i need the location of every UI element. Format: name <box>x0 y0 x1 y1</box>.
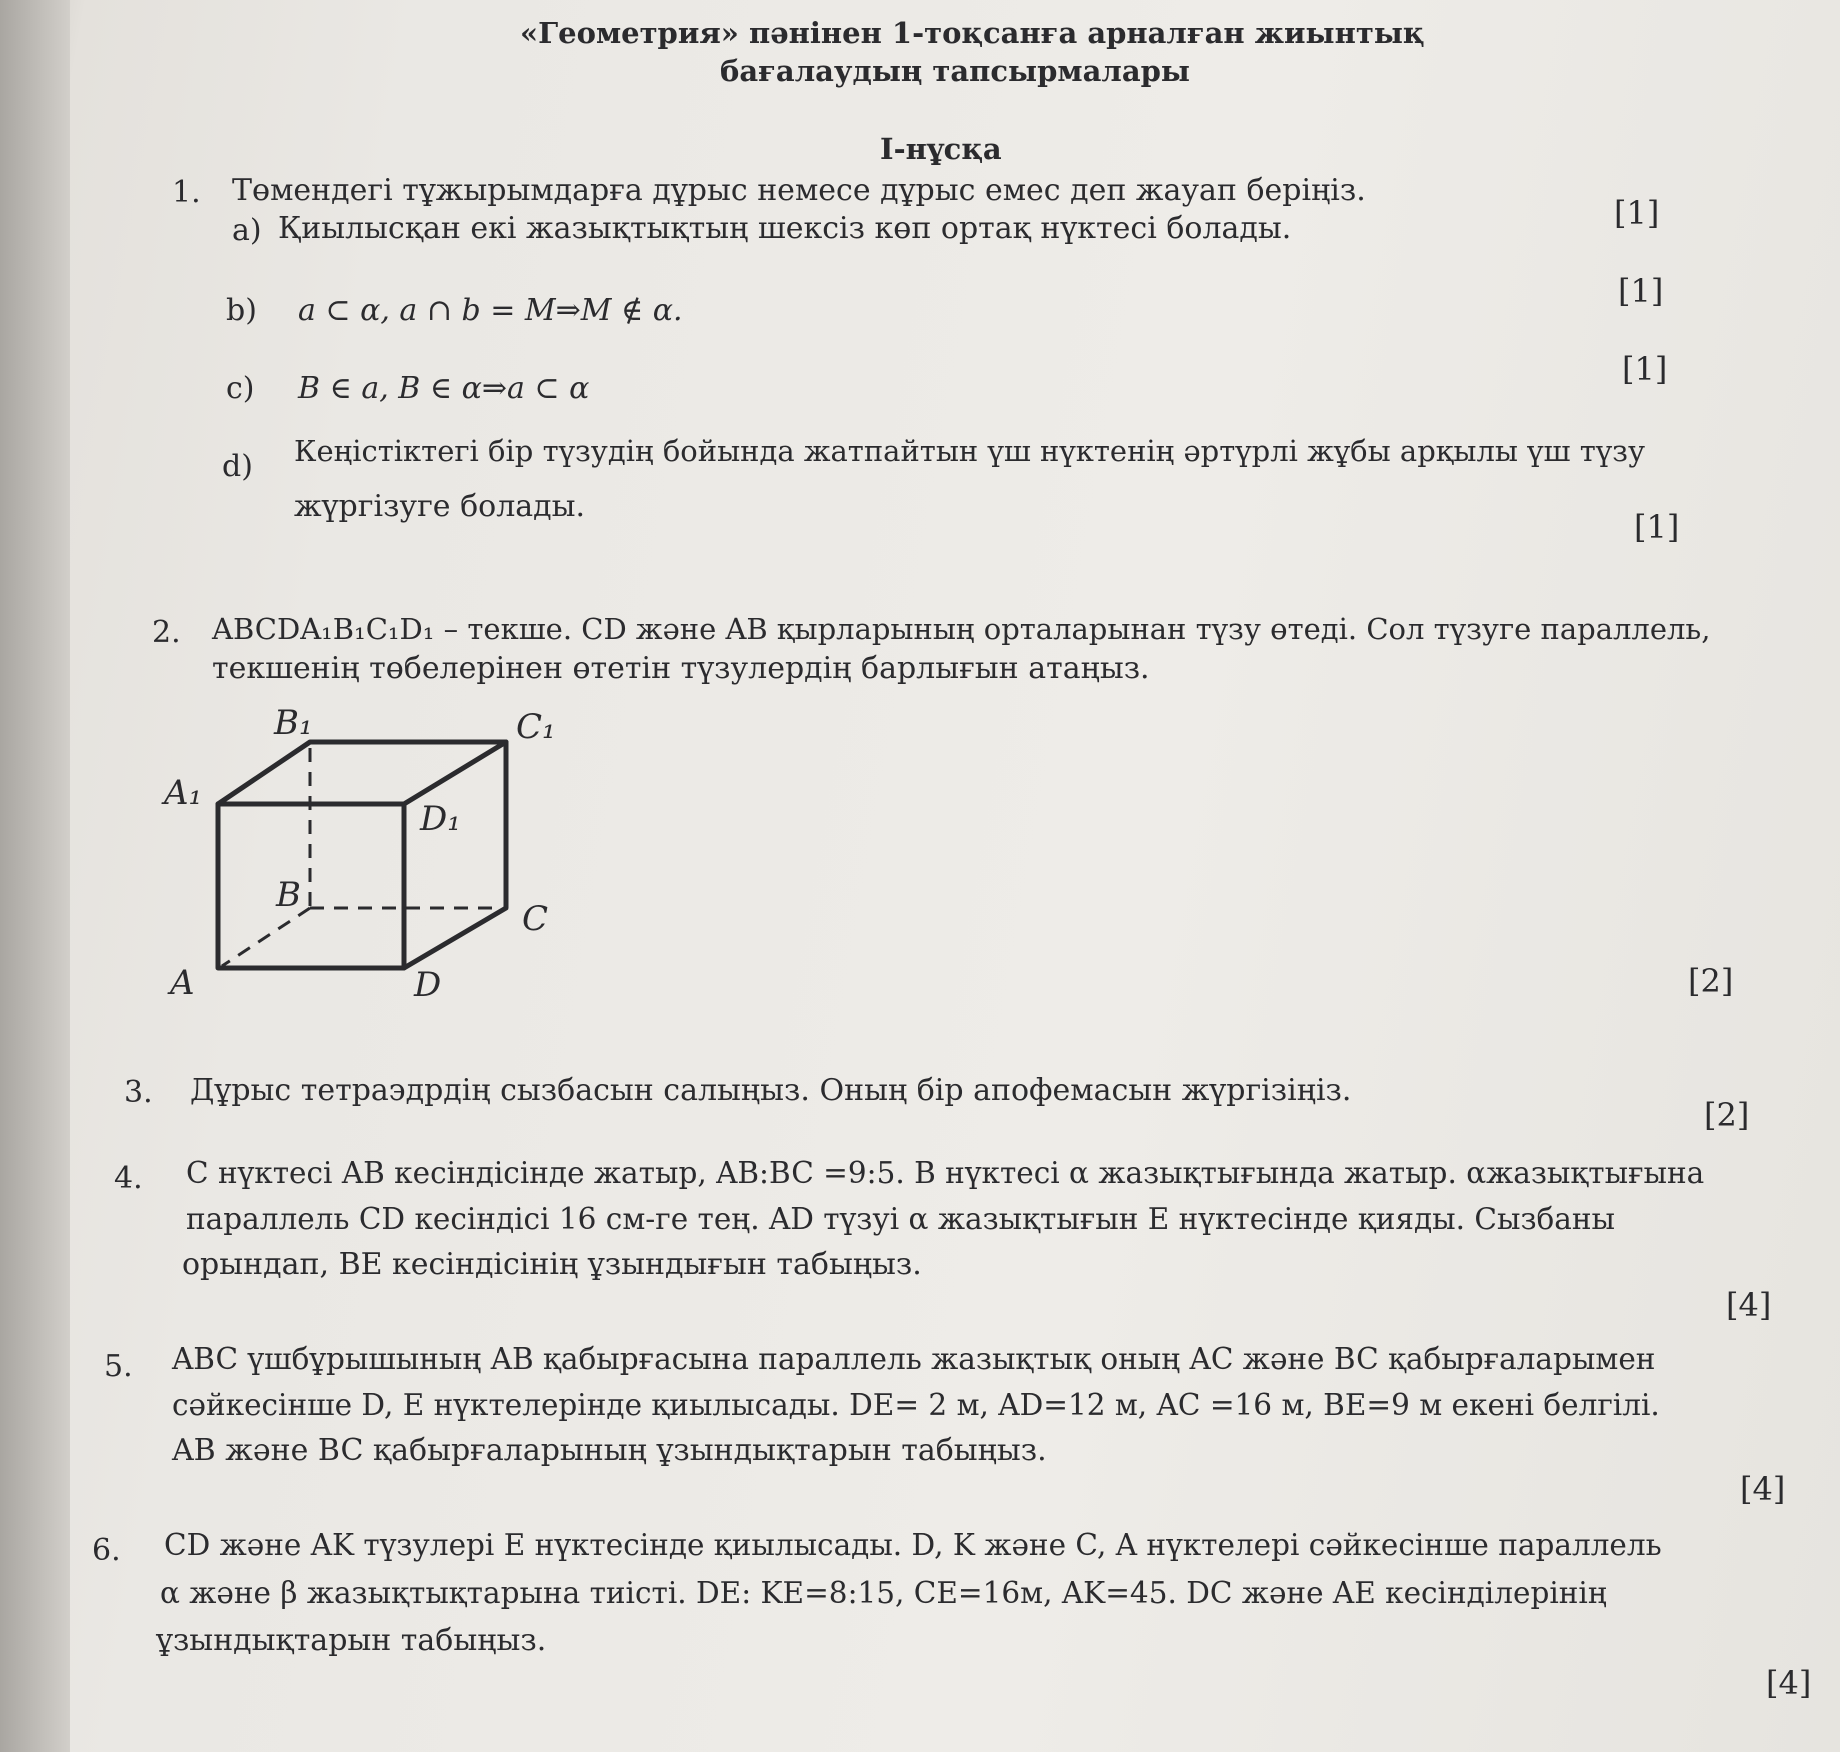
q4-line-2: параллель CD кесіндісі 16 см-ге тең. AD түзуі α жазықтығын E нүктесінде қияды. Сызбаны <box>186 1202 1616 1236</box>
q4-mark: [4] <box>1726 1286 1772 1324</box>
q3-text: Дұрыс тетраэдрдің сызбасын салыңыз. Оның бір апофемасын жүргізіңіз. <box>190 1073 1352 1108</box>
q1-a-label: a) <box>232 213 262 248</box>
q2-number: 2. <box>152 615 181 650</box>
q5-mark: [4] <box>1740 1470 1786 1508</box>
q1-d-text-1: Кеңістіктегі бір түзудің бойында жатпайтын үш нүктенің әртүрлі жұбы арқылы үш түзу <box>294 434 1646 468</box>
vertex-label-a: A <box>170 963 195 1003</box>
q1-d-text-2: жүргізуге болады. <box>294 489 586 524</box>
q1-c-formula: B ∈ a, B ∈ α⇒a ⊂ α <box>298 371 590 406</box>
q6-line-3: ұзындықтарын табыңыз. <box>156 1623 547 1658</box>
q1-b-mark: [1] <box>1618 272 1664 310</box>
q5-line-1: ABC үшбұрышының AB қабырғасына параллель жазықтық оның AC және BC қабырғаларымен <box>172 1342 1656 1376</box>
q6-number: 6. <box>92 1533 121 1568</box>
q4-number: 4. <box>114 1161 143 1196</box>
cube-top-edges <box>218 742 506 804</box>
q2-mark: [2] <box>1688 962 1734 1000</box>
q1-text: Төмендегі тұжырымдарға дұрыс немесе дұрыс емес деп жауап беріңіз. <box>232 173 1366 208</box>
q4-line-3: орындап, BE кесіндісінің ұзындығын табыңыз. <box>182 1247 922 1282</box>
q4-line-1: C нүктесі AB кесіндісінде жатыр, AB:BC =9:5. B нүктесі α жазықтығында жатыр. αжазықтығына <box>186 1156 1705 1190</box>
cube-hidden-edge-diagonal <box>222 908 310 966</box>
q3-mark: [2] <box>1704 1096 1750 1134</box>
q5-line-2: сәйкесінше D, E нүктелерінде қиылысады. DE= 2 м, AD=12 м, AC =16 м, BE=9 м екені белгілі. <box>172 1388 1660 1422</box>
vertex-label-b: B <box>276 875 301 915</box>
q6-line-1: CD және AK түзулері E нүктесінде қиылысады. D, K және C, A нүктелері сәйкесінше параллель <box>164 1528 1662 1562</box>
q2-line-2: текшенің төбелерінен өтетін түзулердің барлығын атаңыз. <box>212 651 1150 686</box>
q1-b-label: b) <box>226 293 257 328</box>
q3-number: 3. <box>124 1075 153 1110</box>
q1-a-mark: [1] <box>1614 194 1660 232</box>
q1-d-label: d) <box>222 449 253 484</box>
q1-b-formula: a ⊂ α, a ∩ b = M⇒M ∉ α. <box>298 293 683 328</box>
q6-mark: [4] <box>1766 1664 1812 1702</box>
q1-c-label: c) <box>226 371 255 406</box>
q5-number: 5. <box>104 1349 133 1384</box>
q2-line-1: ABCDA₁B₁C₁D₁ – текше. CD және AB қырларының орталарынан түзу өтеді. Сол түзуге параллель, <box>212 612 1711 646</box>
title-line-1: «Геометрия» пәнінен 1-тоқсанға арналған жиынтық <box>520 16 1425 50</box>
vertex-label-a1: A₁ <box>164 773 203 813</box>
q1-c-mark: [1] <box>1622 350 1668 388</box>
q6-line-2: α және β жазықтықтарына тиісті. DE: KE=8:15, CE=16м, AK=45. DC және AE кесінділерінің <box>160 1576 1607 1610</box>
vertex-label-c1: C₁ <box>516 707 556 747</box>
q1-a-text: Қиылысқан екі жазықтықтың шексіз көп ортақ нүктесі болады. <box>278 211 1292 246</box>
title-line-2: бағалаудың тапсырмалары <box>720 54 1190 88</box>
vertex-label-d1: D₁ <box>420 799 461 839</box>
vertex-label-c: C <box>522 899 549 939</box>
variant-label: І-нұсқа <box>880 132 1002 166</box>
vertex-label-d: D <box>414 965 442 1005</box>
q1-number: 1. <box>172 175 201 210</box>
cube-figure <box>150 700 570 1020</box>
vertex-label-b1: B₁ <box>274 703 313 743</box>
page-edge-shadow <box>0 0 70 1752</box>
q5-line-3: AB және BC қабырғаларының ұзындықтарын табыңыз. <box>172 1433 1047 1468</box>
q1-d-mark: [1] <box>1634 508 1680 546</box>
